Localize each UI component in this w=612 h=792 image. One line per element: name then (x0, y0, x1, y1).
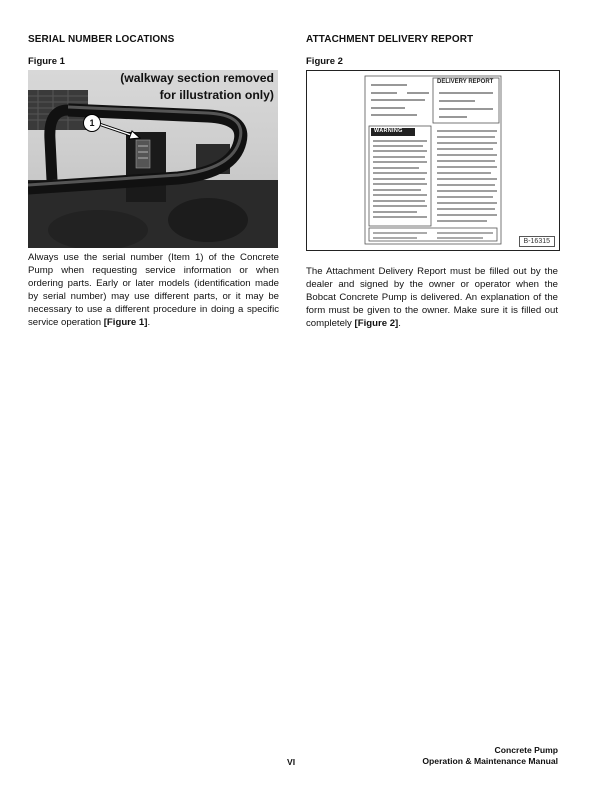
figure-1-photo (28, 70, 278, 248)
warning-label: WARNING (374, 128, 403, 134)
delivery-paragraph-text: The Attachment Delivery Report must be filled out by the dealer and signed by the owner or operator when the Bobcat Concrete Pump is delivered. An explanation of the form must be given to the owner. Make sure it is filled out completely (306, 266, 558, 330)
delivery-report-form-title: DELIVERY REPORT (437, 79, 494, 85)
serial-number-heading: SERIAL NUMBER LOCATIONS (28, 34, 175, 45)
delivery-paragraph-end: . (398, 318, 401, 330)
figure-1-callout-line2: for illustration only) (159, 88, 274, 102)
figure-2-reference: [Figure 2] (354, 318, 399, 330)
figure-1-callout (120, 70, 274, 104)
delivery-report-form-illustration (307, 71, 559, 250)
delivery-report-heading: ATTACHMENT DELIVERY REPORT (306, 34, 474, 45)
figure-1-label: Figure 1 (28, 56, 65, 67)
footer-title-line1: Concrete Pump (494, 745, 558, 755)
footer-title-line2: Operation & Maintenance Manual (422, 756, 558, 766)
serial-paragraph-end: . (147, 317, 151, 329)
figure-2-label: Figure 2 (306, 56, 343, 67)
delivery-report-paragraph (306, 265, 558, 330)
serial-number-paragraph (28, 251, 279, 330)
serial-paragraph-text: Always use the serial number (Item 1) of the Concrete Pump when requesting service information or when ordering parts. Early or later models (identification made by serial number) may use different parts, or it may be necessary to use a different procedure in doing a specific service operation (28, 252, 279, 329)
footer-title (422, 745, 558, 767)
figure-2-box (306, 70, 560, 251)
figure-1-callout-line1: (walkway section removed (120, 71, 274, 85)
page-number: VI (287, 757, 296, 767)
figure-2-id: B-16315 (519, 236, 555, 247)
item-1-marker: 1 (83, 114, 101, 132)
figure-1-reference: [Figure 1] (103, 317, 148, 329)
